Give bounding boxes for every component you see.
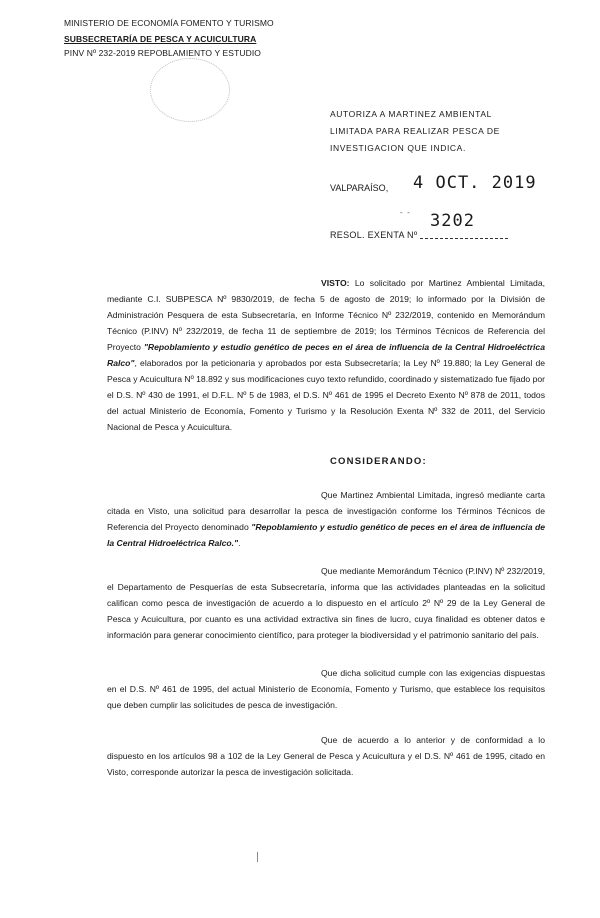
ministry-header: MINISTERIO DE ECONOMÍA FOMENTO Y TURISMO bbox=[64, 18, 274, 28]
c1-project-title: "Repoblamiento y estudio genético de peces en el área de influencia de la Central Hidroeléctrica Ralco." bbox=[107, 522, 545, 548]
reference-header: PINV Nº 232-2019 REPOBLAMIENTO Y ESTUDIO bbox=[64, 48, 262, 58]
visto-paragraph bbox=[107, 275, 545, 475]
resolution-underline bbox=[420, 238, 508, 239]
official-stamp bbox=[150, 58, 230, 122]
resolution-number: 3202 bbox=[430, 211, 475, 231]
visto-text-a: Lo solicitado por Martinez Ambiental Limitada, mediante C.I. SUBPESCA Nº 9830/2019, de fecha 5 de agosto de 2019; lo informado por la División de Administración Pesquera de esta Subsecretaría, en Informe Técnico Nº 232/2019, contenido en Memorándum Técnico (P.INV) Nº 232/2019, de fecha 11 de septiembre de 2019; los Términos Técnicos de Referencia del Proyecto bbox=[107, 278, 545, 352]
c1-text-b: . bbox=[238, 538, 241, 548]
decorative-dots: - - bbox=[400, 208, 410, 217]
subsecretaria-header: SUBSECRETARÍA DE PESCA Y ACUICULTURA bbox=[64, 34, 257, 44]
c2-text: Que mediante Memorándum Técnico (P.INV) Nº 232/2019, el Departamento de Pesquerías de esta Subsecretaría, informa que las actividades planteadas en la solicitud califican como pesca de investigación de acuerdo a lo dispuesto en el artículo 2º Nº 29 de la Ley General de Pesca y Acuicultura, por cuanto es una actividad extractiva sin fines de lucro, cuya finalidad es obtener datos e información para generar conocimiento científico, para proteger la biodiversidad y el patrimonio sanitario del país. bbox=[107, 566, 545, 640]
page-mark bbox=[257, 852, 258, 862]
visto-project-title: "Repoblamiento y estudio genético de peces en el área de influencia de la Central Hidroeléctrica Ralco" bbox=[107, 342, 545, 368]
resolution-label: RESOL. EXENTA Nº bbox=[330, 230, 418, 240]
city-label: VALPARAÍSO, bbox=[330, 183, 389, 193]
visto-label: VISTO: bbox=[321, 278, 350, 288]
date-stamp: 4 OCT. 2019 bbox=[413, 173, 537, 193]
considerando-paragraph-2 bbox=[107, 563, 545, 643]
authorization-summary: AUTORIZA A MARTINEZ AMBIENTAL LIMITADA PARA REALIZAR PESCA DE INVESTIGACION QUE INDICA. bbox=[330, 109, 500, 153]
c1-text-a: Que Martinez Ambiental Limitada, ingresó mediante carta citada en Visto, una solicitud para desarrollar la pesca de investigación conforme los Términos Técnicos de Referencia del Proyecto denominado bbox=[107, 490, 545, 532]
considerando-heading: CONSIDERANDO: bbox=[330, 456, 427, 467]
considerando-paragraph-4 bbox=[107, 732, 545, 780]
considerando-paragraph-1 bbox=[107, 487, 545, 551]
c3-text: Que dicha solicitud cumple con las exigencias dispuestas en el D.S. Nº 461 de 1995, del actual Ministerio de Economía, Fomento y Turismo, que establece los requisitos que deben cumplir las solicitudes de pesca de investigación. bbox=[107, 668, 545, 710]
considerando-paragraph-3 bbox=[107, 665, 545, 713]
visto-text-b: , elaborados por la peticionaria y aprobados por esta Subsecretaría; la Ley Nº 19.880; la Ley General de Pesca y Acuicultura Nº 18.892 y sus modificaciones cuyo texto refundido, coordinado y sistematizado fue fijado por el D.S. Nº 430 de 1991, el D.F.L. Nº 5 de 1983, el D.S. Nº 461 de 1995 el Decreto Exento Nº 878 de 2011, todos del actual Ministerio de Economía, Fomento y Turismo y la Resolución Exenta Nº 332 de 2011, del Servicio Nacional de Pesca y Acuicultura. bbox=[107, 358, 545, 432]
c4-text: Que de acuerdo a lo anterior y de conformidad a lo dispuesto en los artículos 98 a 102 de la Ley General de Pesca y Acuicultura y el D.S. Nº 461 de 1995, citado en Visto, corresponde autorizar la pesca de investigación solicitada. bbox=[107, 735, 545, 777]
